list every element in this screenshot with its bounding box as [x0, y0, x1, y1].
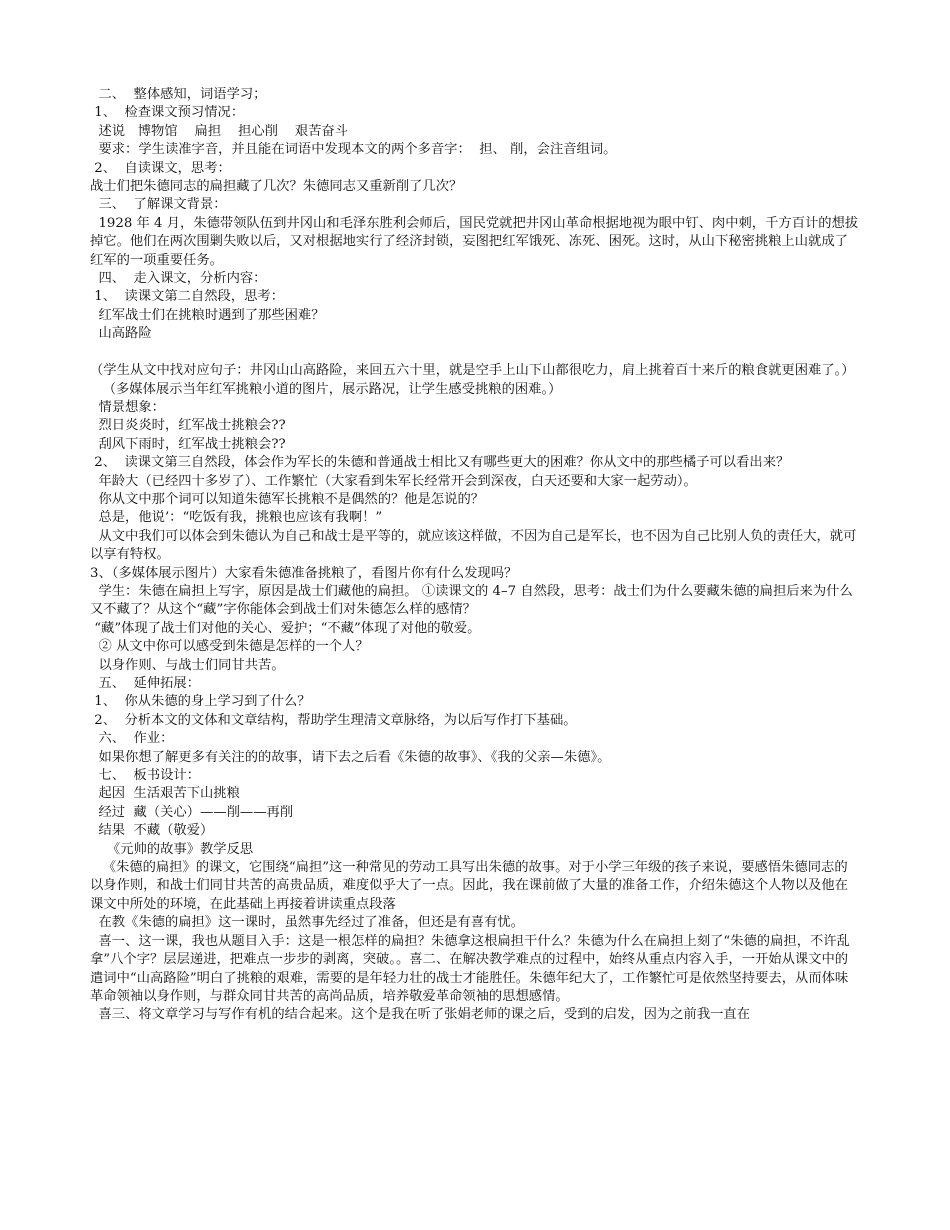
section-heading-6: 六、 作业： [90, 731, 174, 747]
board-design-line: 结果 不藏（敬爱） [90, 823, 214, 839]
list-item: 2、 自读课文，思考： [90, 160, 231, 176]
paragraph: 年龄大（已经四十多岁了）、工作繁忙（大家看到朱军长经常开会到深夜，白天还要和大家一起劳动）。 [90, 473, 697, 489]
paragraph: 如果你想了解更多有关注的的故事，请下去之后看《朱德的故事》、《我的父亲—朱德》。 [90, 749, 611, 765]
section-heading-3: 三、 了解课文背景： [90, 197, 227, 213]
paragraph: 喜一、这一课，我也从题目入手：这是一根怎样的扁担？朱德拿这根扁担干什么？朱德为什么在扁担上刻了“朱德的扁担，不许乱拿”八个字？层层递进，把难点一步步的剥离，突破。。喜二、在解决教学难点的过程中，始终从重点内容入手，一开始从课文中的遣词中“山高路险”明白了挑粮的艰难，需要的是年轻力壮的战士才能胜任。朱德年纪大了，工作繁忙可是依然坚持要去，从而体味革命领袖以身作则，与群众同甘共苦的高尚品质，培养敬爱革命领袖的思想感情。 [90, 933, 850, 1004]
board-design-line: 经过 藏（关心）——削——再削 [90, 804, 294, 820]
paragraph: 以身作则、与战士们同甘共苦。 [90, 657, 285, 673]
board-design-line: 起因 生活艰苦下山挑粮 [90, 786, 240, 802]
paragraph: （多媒体展示当年红军挑粮小道的图片，展示路况，让学生感受挑粮的困难。） [90, 381, 562, 397]
list-item: 2、 分析本文的文体和文章结构，帮助学生理清文章脉络，为以后写作打下基础。 [90, 712, 577, 728]
section-heading-4: 四、 走入课文，分析内容： [90, 271, 267, 287]
list-item: 3、（多媒体展示图片）大家看朱德准备挑粮了，看图片你有什么发现吗？ [90, 565, 518, 581]
paragraph: 要求：学生读准字音，并且能在词语中发现本文的两个多音字： 担、 削，会注音组词。 [90, 142, 617, 158]
list-item: 2、 读课文第三自然段，体会作为军长的朱德和普通战士相比又有哪些更大的困难？你从文中的那些橘子可以看出来？ [90, 455, 790, 471]
paragraph: 你从文中那个词可以知道朱德军长挑粮不是偶然的？他是怎说的？ [90, 491, 485, 507]
paragraph: 红军战士们在挑粮时遇到了那些困难？ [90, 307, 325, 323]
paragraph: （学生从文中找对应句子：井冈山山高路险，来回五六十里，就是空手上山下山都很吃力，肩上挑着百十来斤的粮食就更困难了。） [90, 344, 855, 379]
paragraph: ② 从文中你可以感受到朱德是怎样的一个人？ [90, 639, 369, 655]
paragraph: 情景想象： [90, 399, 165, 415]
reflection-title: 《元帅的故事》教学反思 [90, 841, 254, 857]
paragraph: 《朱德的扁担》的课文，它围绕“扁担”这一种常见的劳动工具写出朱德的故事。对于小学三年级的孩子来说，要感悟朱德同志的以身作则，和战士们同甘共苦的高贵品质，难度似乎大了一点。因此，我在课前做了大量的准备工作，介绍朱德这个人物以及他在课文中所处的环境，在此基础上再接着讲读重点段落 [90, 860, 848, 912]
list-item: 1、 检查课文预习情况： [90, 105, 245, 121]
paragraph: 从文中我们可以体会到朱德认为自己和战士是平等的，就应该这样做，不因为自己是军长，也不因为自己比别人负的责任大，就可以享有特权。 [90, 528, 857, 563]
paragraph: 总是，他说’：“吃饭有我，挑粮也应该有我啊！” [90, 510, 383, 526]
paragraph: 在教《朱德的扁担》这一课时，虽然事先经过了准备，但还是有喜有忧。 [90, 915, 524, 931]
paragraph: 山高路险 [90, 326, 152, 342]
vocabulary-line: 述说 博物馆 扁担 担心削 艰苦奋斗 [90, 123, 349, 139]
section-heading-7: 七、 板书设计： [90, 768, 201, 784]
paragraph: 烈日炎炎时，红军战士挑粮会?? [90, 418, 286, 434]
paragraph: 1928 年 4 月，朱德带领队伍到井冈山和毛泽东胜利会师后，国民党就把井冈山革命根据地视为眼中钉、肉中刺，千方百计的想拔掉它。他们在两次围剿失败以后，又对根据地实行了经济封锁，妄图把红军饿死、冻死、困死。这时，从山下秘密挑粮上山就成了红军的一项重要任务。 [90, 215, 859, 268]
section-heading-5: 五、 延伸拓展： [90, 676, 201, 691]
paragraph: 学生：朱德在扁担上写字，原因是战士们藏他的扁担。 ①读课文的 4–7 自然段，思考：战士们为什么要藏朱德的扁担后来为什么又不藏了？从这个“藏”字你能体会到战士们对朱德怎么样的感情？ [90, 583, 853, 618]
paragraph: 刮风下雨时，红军战士挑粮会?? [90, 436, 286, 452]
list-item: 1、 你从朱德的身上学习到了什么？ [90, 694, 311, 710]
section-heading-2: 二、 整体感知，词语学习； [90, 87, 267, 102]
list-item: 1、 读课文第二自然段，思考： [90, 289, 285, 305]
paragraph: 喜三、将文章学习与写作有机的结合起来。这个是我在听了张娟老师的课之后，受到的启发，因为之前我一直在 [90, 1007, 751, 1023]
document-body [90, 86, 860, 1025]
paragraph: “藏”体现了战士们对他的关心、爱护；“不藏”体现了对他的敬爱。 [90, 620, 481, 636]
paragraph: 战士们把朱德同志的扁担藏了几次？朱德同志又重新削了几次？ [90, 179, 463, 195]
